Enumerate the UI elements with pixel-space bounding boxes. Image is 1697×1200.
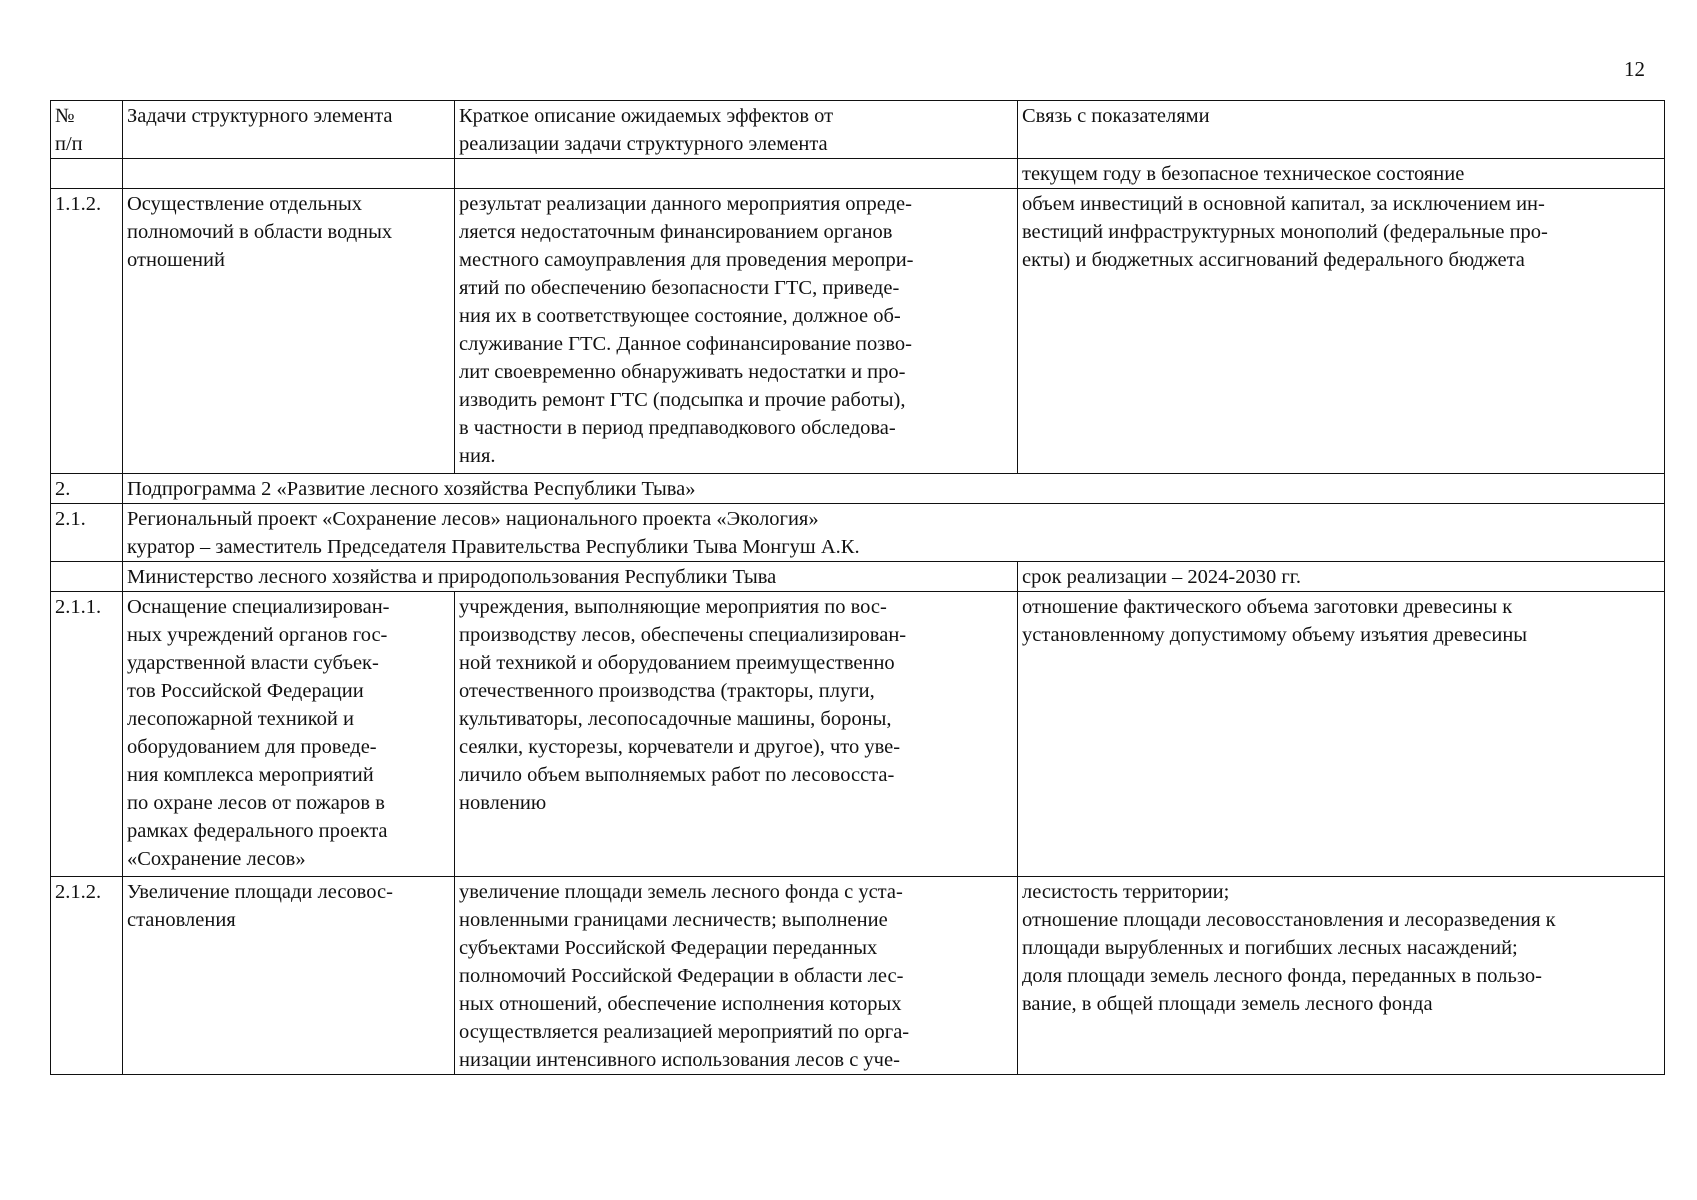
row-task: Увеличение площади лесовос- становления [123,877,455,1075]
row-effect: результат реализации данного мероприятия опреде- ляется недостаточным финансированием органов местного самоуправления для проведения меропри- ятий по обеспечению безопасности ГТС, приведе- ния их в соответствующее состояние, должное об- служивание ГТС. Данное софинансирование позво- лит своевременно обнаруживать недостатки и про- изводить ремонт ГТС (подсыпка и прочие работы), в частности в период предпаводкового обследова- ния. [455,189,1018,474]
row-task [123,159,455,189]
row-num: 2.1.2. [51,877,123,1075]
row-indicator: лесистость территории; отношение площади лесовосстановления и лесоразведения к площади вырубленных и погибших лесных насаждений; доля площади земель лесного фонда, переданных в пользо- вание, в общей площади земель лесного фонда [1018,877,1665,1075]
measures-table [50,100,1665,1075]
row-indicator: объем инвестиций в основной капитал, за исключением ин- вестиций инфраструктурных монополий (федеральные про- екты) и бюджетных ассигнований федерального бюджета [1018,189,1665,474]
implementation-term: срок реализации – 2024-2030 гг. [1018,562,1665,592]
header-tasks: Задачи структурного элемента [123,101,455,159]
row-num [51,159,123,189]
project-row [51,504,1665,562]
row-effect: учреждения, выполняющие мероприятия по вос- производству лесов, обеспечены специализирован- ной техникой и оборудованием преимущественно отечественного производства (тракторы, плуги, культиваторы, лесопосадочные машины, бороны, сеялки, кусторезы, корчеватели и другое), что уве- личило объем выполняемых работ по лесовосста- новлению [455,592,1018,877]
responsible-row [51,562,1665,592]
row-num: 2.1.1. [51,592,123,877]
subprogram-row [51,474,1665,504]
header-indicators: Связь с показателями [1018,101,1665,159]
table-row [51,189,1665,474]
project-title: Региональный проект «Сохранение лесов» национального проекта «Экология» куратор – заместитель Председателя Правительства Республики Тыва Монгуш А.К. [123,504,1665,562]
table-header-row [51,101,1665,159]
page-number: 12 [1624,57,1645,81]
header-num: № п/п [51,101,123,159]
table-row [51,592,1665,877]
row-effect [455,159,1018,189]
responsible-org: Министерство лесного хозяйства и природопользования Республики Тыва [123,562,1018,592]
header-effects: Краткое описание ожидаемых эффектов от реализации задачи структурного элемента [455,101,1018,159]
row-effect: увеличение площади земель лесного фонда с уста- новленными границами лесничеств; выполнение субъектами Российской Федерации переданных полномочий Российской Федерации в области лес- ных отношений, обеспечение исполнения которых осуществляется реализацией мероприятий по орга- низации интенсивного использования лесов с уче- [455,877,1018,1075]
responsible-num [51,562,123,592]
project-num: 2.1. [51,504,123,562]
subprogram-title: Подпрограмма 2 «Развитие лесного хозяйства Республики Тыва» [123,474,1665,504]
table-row [51,159,1665,189]
table-row [51,877,1665,1075]
row-task: Оснащение специализирован- ных учреждений органов гос- ударственной власти субъек- тов Российской Федерации лесопожарной техникой и оборудованием для проведе- ния комплекса мероприятий по охране лесов от пожаров в рамках федерального проекта «Сохранение лесов» [123,592,455,877]
row-indicator: текущем году в безопасное техническое состояние [1018,159,1665,189]
row-indicator: отношение фактического объема заготовки древесины к установленному допустимому объему изъятия древесины [1018,592,1665,877]
subprogram-num: 2. [51,474,123,504]
row-task: Осуществление отдельных полномочий в области водных отношений [123,189,455,474]
row-num: 1.1.2. [51,189,123,474]
